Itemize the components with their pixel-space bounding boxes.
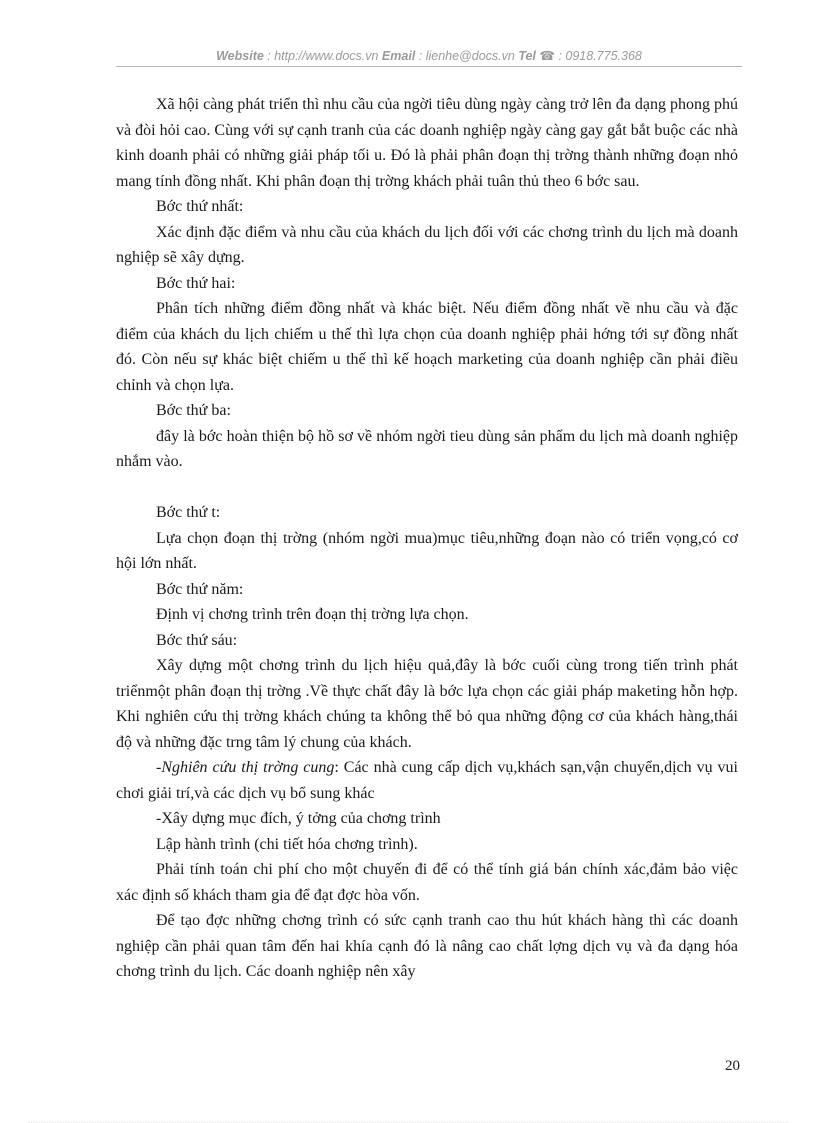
website-value: : http://www.docs.vn <box>263 49 382 63</box>
tel-label: Tel <box>518 49 536 63</box>
step-2-heading: Bớc thứ hai: <box>156 274 236 292</box>
paragraph-intro: Xã hội càng phát triển thì nhu cầu của ngời tiêu dùng ngày càng trở lên đa dạng phong phú và đòi hỏi cao. Cùng với sự cạnh tranh của các doanh nghiệp ngày càng gay gắt bắt buộc các nhà kinh doanh phải có những giải pháp tối u. Đó là phải phân đoạn thị trờng thành những đoạn nhỏ mang tính đồng nhất. Khi phân đoạn thị trờng khách phải tuân thủ theo 6 bớc sau. <box>116 96 738 190</box>
page-number: 20 <box>725 1058 740 1074</box>
step-5-heading: Bớc thứ năm: <box>156 580 244 598</box>
phone-icon: ☎ <box>539 49 555 63</box>
tel-value: : 0918.775.368 <box>554 49 642 63</box>
purpose-line: -Xây dựng mục đích, ý tởng của chơng trình <box>156 810 441 827</box>
step-4-text: Lựa chọn đoạn thị trờng (nhóm ngời mua)mục tiêu,những đoạn nào có triển vọng,có cơ hội lớn nhất. <box>116 529 738 572</box>
page-header <box>116 48 742 63</box>
cost-paragraph: Phải tính toán chi phí cho một chuyến đi để có thể tính giá bán chính xác,đảm bảo việc xác định số khách tham gia để đạt đợc hòa vốn. <box>116 861 738 904</box>
supply-research-text: : Các nhà cung cấp dịch vụ,khách sạn,vận chuyển,dịch vụ vui chơi giải trí,và các dịch vụ bổ sung khác <box>116 759 739 802</box>
email-value: : lienhe@docs.vn <box>415 49 519 63</box>
itinerary-line: Lập hành trình (chi tiết hóa chơng trình). <box>156 835 418 853</box>
blank-line <box>116 475 738 501</box>
step-6-heading: Bớc thứ sáu: <box>156 631 238 649</box>
step-1-text: Xác định đặc điểm và nhu cầu của khách du lịch đối với các chơng trình du lịch mà doanh nghiệp sẽ xây dựng. <box>116 223 738 266</box>
competition-paragraph: Để tạo đợc những chơng trình có sức cạnh tranh cao thu hút khách hàng thì các doanh nghiệp cần phải quan tâm đến hai khía cạnh đó là nâng cao chất lợng dịch vụ và đa dạng hóa chơng trình du lịch. Các doanh nghiệp nên xây <box>116 912 738 980</box>
supply-research-paragraph <box>116 755 738 806</box>
step-3-heading: Bớc thứ ba: <box>156 402 231 419</box>
step-3-text: đây là bớc hoàn thiện bộ hồ sơ về nhóm ngời tieu dùng sản phẩm du lịch mà doanh nghiệp nhắm vào. <box>116 427 738 470</box>
email-label: Email <box>381 49 416 63</box>
step-6-text: Xây dựng một chơng trình du lịch hiệu quả,đây là bớc cuối cùng trong tiến trình phát triểnmột phân đoạn thị trờng .Về thực chất đây là bớc lựa chọn các giải pháp maketing hỗn hợp. Khi nghiên cứu thị trờng khách chúng ta không thể bỏ qua những động cơ của khách hàng,thái độ và những đặc trng tâm lý chung của khách. <box>116 657 738 751</box>
step-4-heading: Bớc thứ t: <box>156 504 221 521</box>
step-1-heading: Bớc thứ nhất: <box>156 198 244 215</box>
website-label: Website <box>216 49 264 63</box>
step-5-text: Định vị chơng trình trên đoạn thị trờng lựa chọn. <box>156 606 469 623</box>
document-body <box>116 92 738 985</box>
step-2-text: Phân tích những điểm đồng nhất và khác biệt. Nếu điểm đồng nhất về nhu cầu và đặc điểm của khách du lịch chiếm u thế thì lựa chọn của doanh nghiệp phải hớng tới sự đồng nhất đó. Còn nếu sự khác biệt chiếm u thế thì kế hoạch marketing của doanh nghiệp cần phải điều chỉnh và chọn lựa. <box>116 300 738 394</box>
supply-research-title: -Nghiên cứu thị trờng cung <box>156 759 335 776</box>
header-divider <box>116 66 742 67</box>
